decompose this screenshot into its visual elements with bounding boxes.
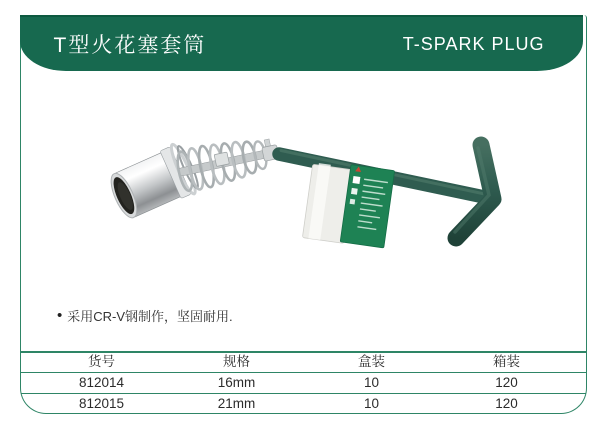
page-frame [20,15,587,414]
cell-spec: 21mm [217,396,256,411]
cell-spec: 16mm [217,375,256,390]
column-header-item-no: 货号 [88,354,115,369]
feature-list-item [57,306,233,325]
table-header-row [34,353,574,371]
column-header-spec: 规格 [223,354,250,369]
cell-item-no: 812015 [78,396,125,411]
table-row [34,394,574,413]
label-tag [302,159,394,249]
page-title: T型火花塞套筒 [53,34,207,57]
cell-item-no: 812014 [78,375,125,390]
bullet-icon: • [57,307,63,324]
cell-carton-qty: 120 [495,396,518,411]
page-title-en: T-SPARK PLUG [402,33,545,54]
table-row [34,373,574,392]
cell-box-qty: 10 [363,375,380,390]
header-band [20,15,583,71]
cell-box-qty: 10 [363,396,380,411]
product-photo [101,120,521,265]
column-header-carton-qty: 箱装 [493,354,520,369]
column-header-box-qty: 盒装 [358,354,385,369]
cell-carton-qty: 120 [495,375,518,390]
feature-text: 采用CR-V钢制作，坚固耐用. [67,309,233,324]
